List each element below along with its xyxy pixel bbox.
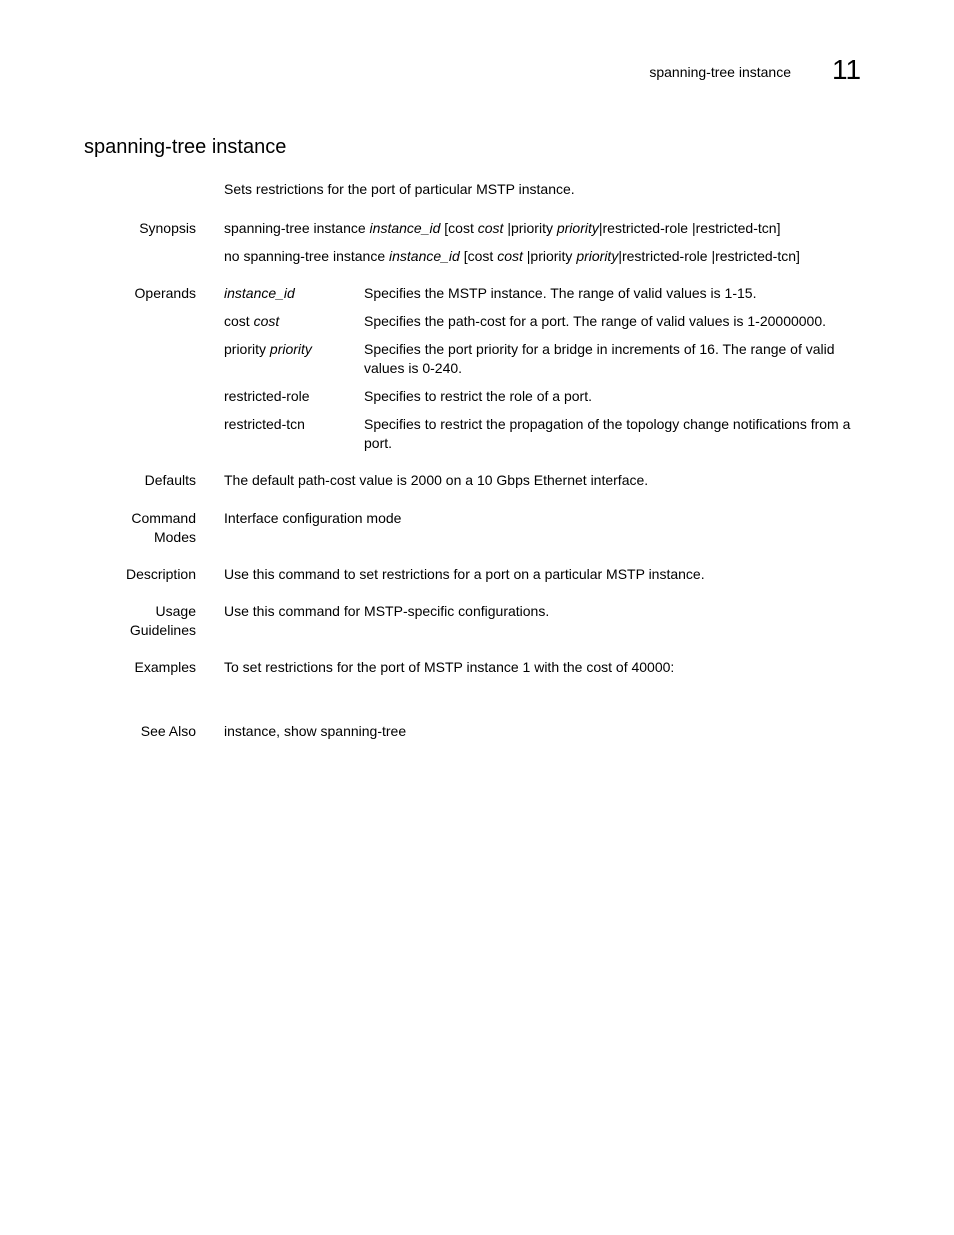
synopsis-no-command: no spanning-tree instance xyxy=(224,248,386,264)
defaults-text: The default path-cost value is 2000 on a 10 Gbps Ethernet interface. xyxy=(224,472,649,488)
synopsis-bracket-close: ] xyxy=(796,248,800,264)
see-also-separator: , xyxy=(276,723,284,739)
synopsis-bracket-close: ] xyxy=(776,220,781,236)
operand-description: Specifies to restrict the role of a port. xyxy=(364,388,592,404)
operand-name xyxy=(224,284,295,303)
synopsis-restricted-tcn-keyword: restricted-tcn xyxy=(695,220,777,236)
synopsis-line-2 xyxy=(224,247,800,266)
synopsis-pipe: | xyxy=(598,220,603,236)
chapter-number: 11 xyxy=(832,54,862,85)
operand-arg: instance_id xyxy=(224,285,295,301)
operands-label: Operands xyxy=(134,285,196,301)
operand-description: Specifies the path-cost for a port. The range of valid values is 1-20000000. xyxy=(364,313,827,329)
see-also-links xyxy=(224,722,406,741)
operand-keyword: restricted-role xyxy=(224,388,310,404)
see-also-label: See Also xyxy=(140,723,196,739)
synopsis-line-1 xyxy=(224,219,780,238)
examples-label: Examples xyxy=(134,659,196,675)
synopsis-restricted-role-keyword: restricted-role xyxy=(602,220,689,236)
synopsis-bracket-open: [ xyxy=(463,248,468,264)
synopsis-arg: instance_id xyxy=(369,220,441,236)
synopsis-arg: instance_id xyxy=(389,248,460,264)
synopsis-pipe: | xyxy=(692,220,696,236)
description-label: Description xyxy=(125,566,196,582)
operand-keyword: restricted-tcn xyxy=(224,416,305,432)
usage-guidelines-label-line: Usage xyxy=(155,603,196,619)
synopsis-pipe: | xyxy=(526,248,531,264)
defaults-label: Defaults xyxy=(144,472,196,488)
usage-guidelines-text: Use this command for MSTP-specific configurations. xyxy=(224,603,550,619)
operand-arg: cost xyxy=(253,313,280,329)
synopsis-restricted-role-keyword: restricted-role xyxy=(621,248,708,264)
synopsis-bracket-open: [ xyxy=(444,220,449,236)
synopsis-restricted-tcn-keyword: restricted-tcn xyxy=(715,248,797,264)
see-also-link-instance[interactable]: instance xyxy=(224,723,277,739)
synopsis-cost-keyword: cost xyxy=(448,220,474,236)
synopsis-command: spanning-tree instance xyxy=(224,220,366,236)
synopsis-priority-keyword: priority xyxy=(530,248,573,264)
usage-guidelines-label xyxy=(60,602,196,640)
operand-description: Specifies the MSTP instance. The range of valid values is 1-15. xyxy=(364,285,757,301)
command-modes-label-line: Command xyxy=(131,510,196,526)
operand-arg: priority xyxy=(269,341,312,357)
running-header-title: spanning-tree instance xyxy=(649,64,791,80)
operand-name xyxy=(224,415,305,434)
operand-keyword: cost xyxy=(224,313,250,329)
synopsis-pipe: | xyxy=(507,220,511,236)
synopsis-pipe: | xyxy=(711,248,716,264)
command-modes-label xyxy=(60,509,196,547)
operand-description: Specifies the port priority for a bridge in increments of 16. The range of valid values is 0-240. xyxy=(364,341,835,376)
synopsis-cost-arg: cost xyxy=(477,220,504,236)
synopsis-priority-keyword: priority xyxy=(510,220,553,236)
page-title: spanning-tree instance xyxy=(84,136,287,158)
intro-text: Sets restrictions for the port of particular MSTP instance. xyxy=(224,181,575,197)
command-modes-label-line: Modes xyxy=(153,529,196,545)
synopsis-cost-keyword: cost xyxy=(467,248,494,264)
synopsis-pipe: | xyxy=(618,248,622,264)
examples-text: To set restrictions for the port of MSTP instance 1 with the cost of 40000: xyxy=(224,659,675,675)
command-modes-text: Interface configuration mode xyxy=(224,510,402,526)
description-text: Use this command to set restrictions for a port on a particular MSTP instance. xyxy=(224,566,705,582)
synopsis-priority-arg: priority xyxy=(556,220,599,236)
operand-description: Specifies to restrict the propagation of the topology change notifications from a port. xyxy=(364,416,851,451)
synopsis-cost-arg: cost xyxy=(497,248,523,264)
operand-name xyxy=(224,387,310,406)
synopsis-label: Synopsis xyxy=(139,220,196,236)
operand-name xyxy=(224,340,312,359)
usage-guidelines-label-line: Guidelines xyxy=(129,622,196,638)
synopsis-priority-arg: priority xyxy=(576,248,619,264)
operand-name xyxy=(224,312,279,331)
see-also-link-show-spanning-tree[interactable]: show spanning-tree xyxy=(283,723,407,739)
operand-keyword: priority xyxy=(224,341,267,357)
